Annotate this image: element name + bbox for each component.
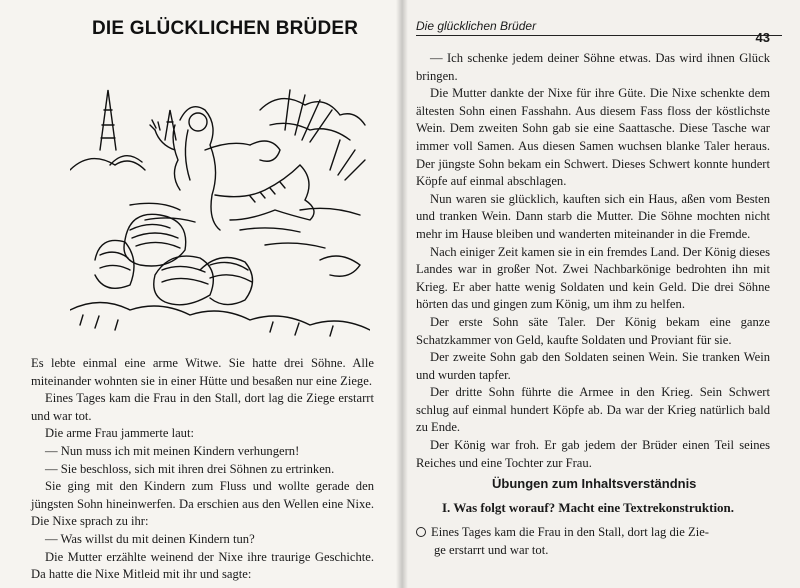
exercise-item bbox=[416, 524, 770, 559]
dialogue-line: — Sie beschloss, sich mit ihren drei Söhnen zu ertrinken. bbox=[45, 461, 335, 476]
paragraph: Der zweite Sohn gab den Soldaten seinen Wein. Sie tranken Wein und wurden tapfer. bbox=[416, 350, 770, 382]
book-gutter bbox=[396, 0, 408, 588]
paragraph: Die Mutter dankte der Nixe für ihre Güte. Die Nixe schenkte dem ältesten Sohn einen Fasshahn. Aus diesem Fass floss der köstlichste Wein. Dem zweiten Sohn gab sie eine Saattasche. Diese Tasche war immer voll Samen. Aus diesen Samen wuchsen blanke Taler heraus. Der jüngste Sohn bekam ein Schwert. Dieses Schwert konnte hundert Köpfe auf einmal abschlagen. bbox=[416, 86, 770, 189]
paragraph: Der dritte Sohn führte die Armee in den Krieg. Sein Schwert schlug auf einmal hundert Köpfe ab. Da war der Krieg natürlich bald zu Ende. bbox=[416, 385, 770, 435]
running-head: Die glücklichen Brüder bbox=[416, 19, 782, 36]
exercise-heading: Übungen zum Inhaltsverständnis bbox=[492, 476, 697, 491]
story-title: DIE GLÜCKLICHEN BRÜDER bbox=[92, 18, 359, 39]
paragraph: Die Mutter erzählte weinend der Nixe ihre traurige Geschichte. Da hatte die Nixe Mitleid mit ihr und sagte: bbox=[31, 549, 374, 582]
paragraph: Der König war froh. Er gab jedem der Brüder einen Teil seines Reiches und eine Tochter zur Frau. bbox=[416, 438, 770, 470]
paragraph: Sie ging mit den Kindern zum Fluss und wollte gerade den jüngsten Sohn hineinwerfen. Da erschien aus den Wellen eine Nixe. Die Nixe sprach zu ihr: bbox=[31, 479, 374, 529]
paragraph: Es lebte einmal eine arme Witwe. Sie hatte drei Söhne. Alle miteinander wohnten sie in einer Hütte und besaßen nur eine Ziege. bbox=[31, 356, 374, 388]
dialogue-line: — Was willst du mit deinen Kindern tun? bbox=[45, 531, 255, 546]
page-number: 43 bbox=[755, 30, 770, 45]
left-body-text bbox=[31, 355, 374, 584]
task-instruction: I. Was folgt worauf? Macht eine Textrekonstruktion. bbox=[442, 500, 735, 515]
paragraph: Der erste Sohn säte Taler. Der König bekam eine ganze Schatzkammer von Geld, kaufte Soldaten und Proviant für sie. bbox=[416, 314, 770, 347]
paragraph: Nun waren sie glücklich, kauften sich ein Haus, aßen vom Besten und tranken Wein. Dann starb die Mutter. Die Söhne mochten nicht mehr im Hause bleiben und wanderten miteinander in die Fremde. bbox=[416, 191, 770, 241]
exercise-item-line: ge erstarrt und war tot. bbox=[434, 542, 549, 557]
circle-bullet-icon bbox=[416, 527, 426, 537]
dialogue-line: — Ich schenke jedem deiner Söhne etwas. Das wird ihnen Glück bringen. bbox=[416, 51, 770, 83]
paragraph: Nach einiger Zeit kamen sie in ein fremdes Land. Der König dieses Landes war in großer Not. Zwei Nachbarkönige bedrohten ihn mit Krieg. Er aber hatte wenig Soldaten und kein Geld. Die drei Söhne hörten das und gingen zum König, um ihm zu helfen. bbox=[416, 244, 770, 312]
paragraph: Die arme Frau jammerte laut: bbox=[45, 426, 194, 441]
right-page bbox=[402, 0, 800, 588]
right-body-text bbox=[416, 50, 770, 472]
paragraph: Eines Tages kam die Frau in den Stall, dort lag die Ziege erstarrt und war tot. bbox=[31, 391, 374, 423]
dialogue-line: — Nun muss ich mit meinen Kindern verhungern! bbox=[45, 443, 300, 458]
exercise-item-line: Eines Tages kam die Frau in den Stall, dort lag die Zie- bbox=[431, 525, 709, 539]
mermaid-illustration bbox=[70, 70, 370, 345]
